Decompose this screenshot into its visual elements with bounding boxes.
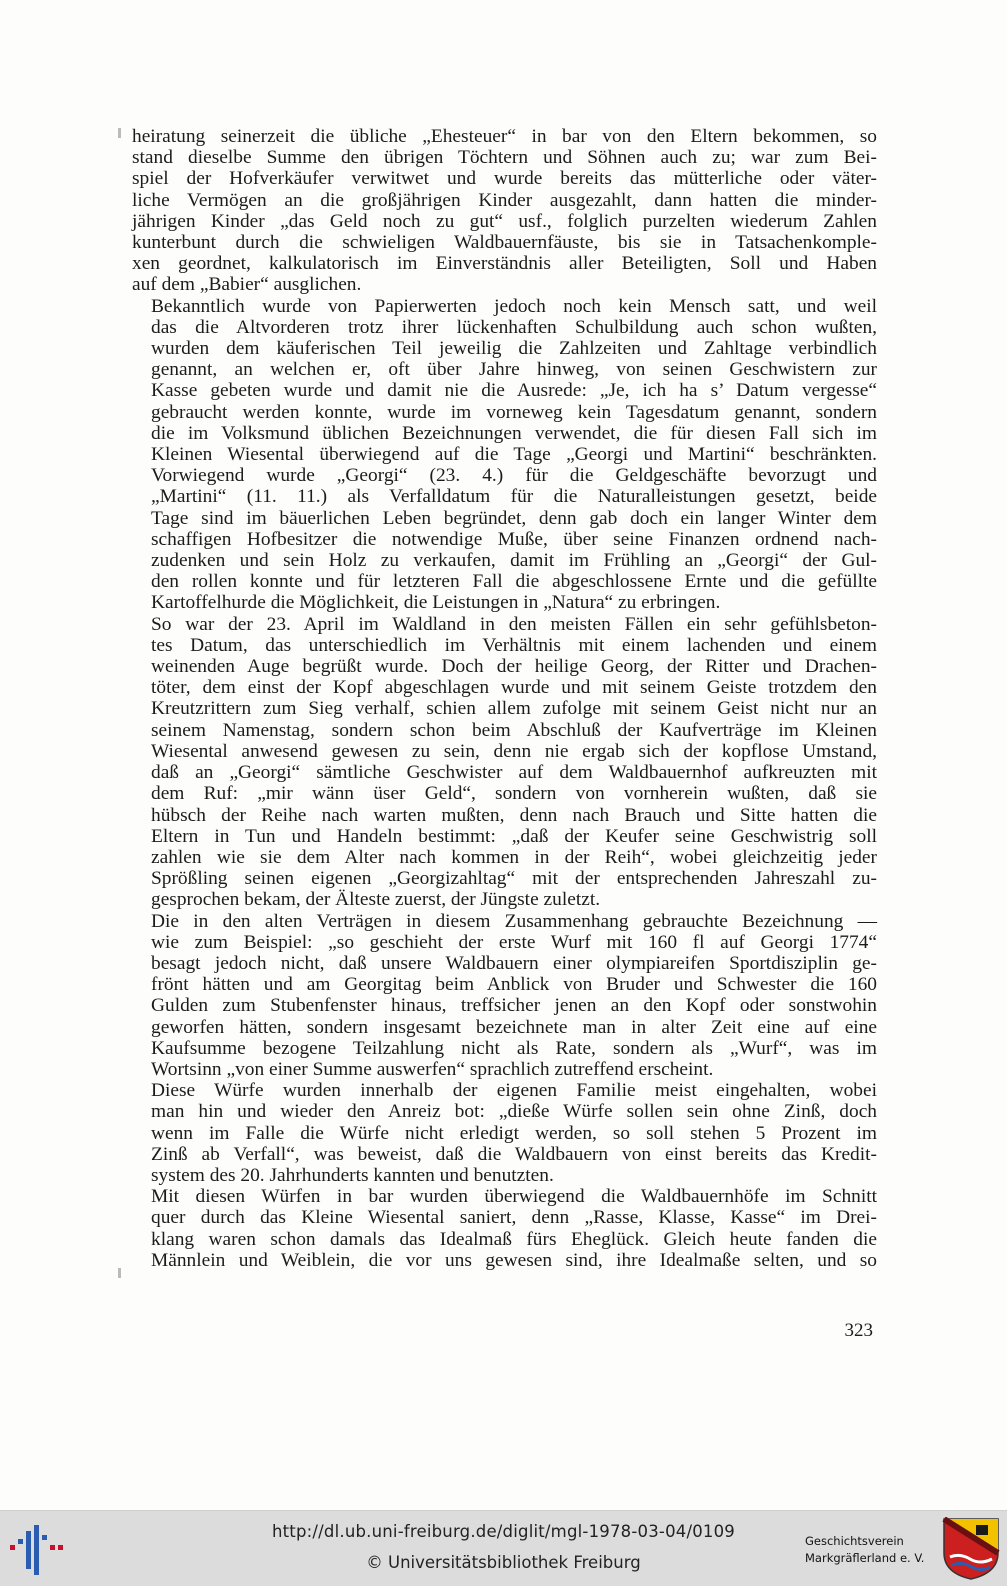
text-line: Sprößling seinen eigenen „Georgizahltag“ mit der entsprechenden Jahreszahl zu-: [151, 868, 877, 890]
text-line: die im Volksmund üblichen Bezeichnungen verwendet, die für diesen Fall sich im: [151, 422, 877, 444]
text-line: zahlen wie sie dem Alter nach kommen in der Reih“, wobei gleichzeitig jeder: [151, 846, 877, 868]
text-line: system des 20. Jahrhunderts kannten und benutzten.: [151, 1164, 554, 1186]
paragraph: [132, 296, 877, 614]
text-line: Wiesental anwesend gewesen zu sein, denn nie ergab sich der kopflose Umstand,: [151, 740, 877, 762]
text-line: Diese Würfe wurden innerhalb der eigenen Familie meist eingehalten, wobei: [151, 1080, 877, 1102]
text-line: weinenden Auge begrüßt wurde. Doch der heilige Georg, der Ritter und Drachen-: [151, 656, 877, 678]
text-line: geworfen hätten, sondern insgesamt bezeichnete man in alter Zeit eine auf eine: [151, 1016, 877, 1038]
society-name-line: Markgräflerland e. V.: [805, 1551, 925, 1565]
text-line: Gulden zum Stubenfenster hinaus, treffsicher jenen an den Kopf oder sonstwohin: [151, 995, 877, 1017]
text-line: Mit diesen Würfen in bar wurden überwiegend die Waldbauernhöfe im Schnitt: [151, 1186, 877, 1208]
text-line: genannt, an welchen er, oft über Jahre hinweg, von seinen Geschwistern zur: [151, 359, 877, 381]
text-line: Eltern in Tun und Handeln bestimmt: „daß der Keufer seine Geschwistrig soll: [151, 825, 877, 847]
text-line: gebraucht werden konnte, wurde im vorneweg kein Tagesdatum genannt, sondern: [151, 401, 877, 423]
text-line: seinem Namenstag, sondern schon beim Abschluß der Kaufverträge im Kleinen: [151, 719, 877, 741]
text-line: hübsch der Reihe nach warten mußten, denn nach Brauch und Sitte hatten die: [151, 804, 877, 826]
text-line: kunterbunt durch die schwieligen Waldbauernfäuste, bis sie in Tatsachenkomple-: [132, 232, 877, 254]
text-line: wie zum Beispiel: „so geschieht der erste Wurf mit 160 fl auf Georgi 1774“: [151, 931, 877, 953]
text-line: schaffigen Hofbesitzer die notwendige Muße, über seine Finanzen ordnend nach-: [151, 528, 877, 550]
text-line: wurden dem käuferischen Teil jeweilig die Zahlzeiten und Zahltage verbindlich: [151, 338, 877, 360]
paragraph: [132, 126, 877, 296]
page-number: 323: [844, 1320, 873, 1341]
text-line: tes Datum, das unterschiedlich im Verhältnis mit einem lachenden und einem: [151, 634, 877, 656]
margin-mark: [118, 128, 121, 138]
text-line: dem Ruf: „mir wänn üser Geld“, sondern von vornherein wußten, daß sie: [151, 783, 877, 805]
text-line: wenn im Falle die Würfe nicht erledigt werden, so soll stehen 5 Prozent im: [151, 1122, 877, 1144]
text-line: besagt jedoch nicht, daß unsere Waldbauern einer olympiareifen Sportdisziplin ge-: [151, 952, 877, 974]
text-line: heiratung seinerzeit die übliche „Ehesteuer“ in bar von den Eltern bekommen, so: [132, 126, 877, 147]
copyright-notice: © Universitätsbibliothek Freiburg: [366, 1553, 641, 1572]
text-line: zudenken und sein Holz zu verkaufen, damit im Frühling an „Georgi“ der Gul-: [151, 550, 877, 572]
text-line: liche Vermögen an die großjährigen Kinder ausgezahlt, dann hatten die minder-: [132, 189, 877, 211]
text-line: So war der 23. April im Waldland in den meisten Fällen ein sehr gefühlsbeton-: [151, 613, 877, 635]
text-line: das die Altvorderen trotz ihrer lückenhaften Schulbildung auch schon wußten,: [151, 316, 877, 338]
text-line: Kasse gebeten wurde und damit nie die Ausrede: „Je, ich ha s’ Datum vergesse“: [151, 380, 877, 402]
margin-mark: [118, 1268, 121, 1278]
paragraph: [132, 614, 877, 911]
paragraph: [132, 911, 877, 1081]
text-line: frönt hätten und am Georgitag beim Anblick von Bruder und Schwester die 160: [151, 974, 877, 996]
text-line: Kreutzrittern zum Sieg verhalf, schien allem zufolge mit seinem Geist nicht nur an: [151, 698, 877, 720]
text-line: stand dieselbe Summe den übrigen Töchtern und Söhnen auch zu; war zum Bei-: [132, 147, 877, 169]
paragraph: [132, 1186, 877, 1271]
text-line: Bekanntlich wurde von Papierwerten jedoch noch kein Mensch satt, und weil: [151, 295, 877, 317]
coat-of-arms-icon: [942, 1517, 1000, 1581]
text-line: Die in den alten Verträgen in diesem Zusammenhang gebrauchte Bezeichnung —: [151, 910, 877, 932]
text-line: den rollen konnte und für letzteren Fall die abgeschlossene Ernte und die gefüllte: [151, 571, 877, 593]
text-line: töter, dem einst der Kopf abgeschlagen wurde und mit seinem Geiste trotzdem den: [151, 677, 877, 699]
text-line: Kleinen Wiesental überwiegend auf die Tage „Georgi und Martini“ beschränkten.: [151, 444, 877, 466]
digitization-footer: [0, 1510, 1007, 1586]
text-line: Männlein und Weiblein, die vor uns gewesen sind, ihre Idealmaße selten, und so: [151, 1249, 877, 1271]
text-line: klang waren schon damals das Idealmaß fürs Eheglück. Gleich heute fanden die: [151, 1228, 877, 1250]
text-line: „Martini“ (11. 11.) als Verfalldatum für die Naturalleistungen gesetzt, beide: [151, 486, 877, 508]
text-line: quer durch das Kleine Wiesental saniert, denn „Rasse, Klasse, Kasse“ im Drei-: [151, 1207, 877, 1229]
text-line: xen geordnet, kalkulatorisch im Einverständnis aller Beteiligten, Soll und Haben: [132, 253, 877, 275]
source-url[interactable]: http://dl.ub.uni-freiburg.de/diglit/mgl-1978-03-04/0109: [271, 1522, 736, 1541]
paragraph: [132, 1080, 877, 1186]
society-name: [805, 1533, 935, 1567]
text-line: Kartoffelhurde die Möglichkeit, die Leistungen in „Natura“ zu erbringen.: [151, 592, 721, 614]
text-line: Tage sind im bäuerlichen Leben begründet, denn gab doch ein langer Winter dem: [151, 507, 877, 529]
text-line: daß an „Georgi“ sämtliche Geschwister auf dem Waldbauernhof aufkreuzten mit: [151, 762, 877, 784]
text-line: man hin und wieder den Anreiz bot: „dieße Würfe sollen sein ohne Zinß, doch: [151, 1101, 877, 1123]
society-name-line: Geschichtsverein: [805, 1534, 904, 1548]
text-line: Kaufsumme bezogene Teilzahlung nicht als Rate, sondern als „Wurf“, was im: [151, 1037, 877, 1059]
text-line: Wortsinn „von einer Summe auswerfen“ sprachlich zutreffend erscheint.: [151, 1058, 714, 1080]
text-line: Zinß ab Verfall“, was beweist, daß die Waldbauern von einst bereits das Kredit-: [151, 1143, 877, 1165]
body-text: [132, 126, 877, 1271]
text-line: gesprochen bekam, der Älteste zuerst, der Jüngste zuletzt.: [151, 889, 601, 911]
text-line: jährigen Kinder „das Geld noch zu gut“ usf., folglich purzelten wiederum Zahlen: [132, 210, 877, 232]
text-line: spiel der Hofverkäufer verwitwet und wurde bereits das mütterliche oder väter-: [132, 168, 877, 190]
text-line: Vorwiegend wurde „Georgi“ (23. 4.) für die Geldgeschäfte bevorzugt und: [151, 465, 877, 487]
text-line: auf dem „Babier“ ausglichen.: [132, 274, 362, 296]
